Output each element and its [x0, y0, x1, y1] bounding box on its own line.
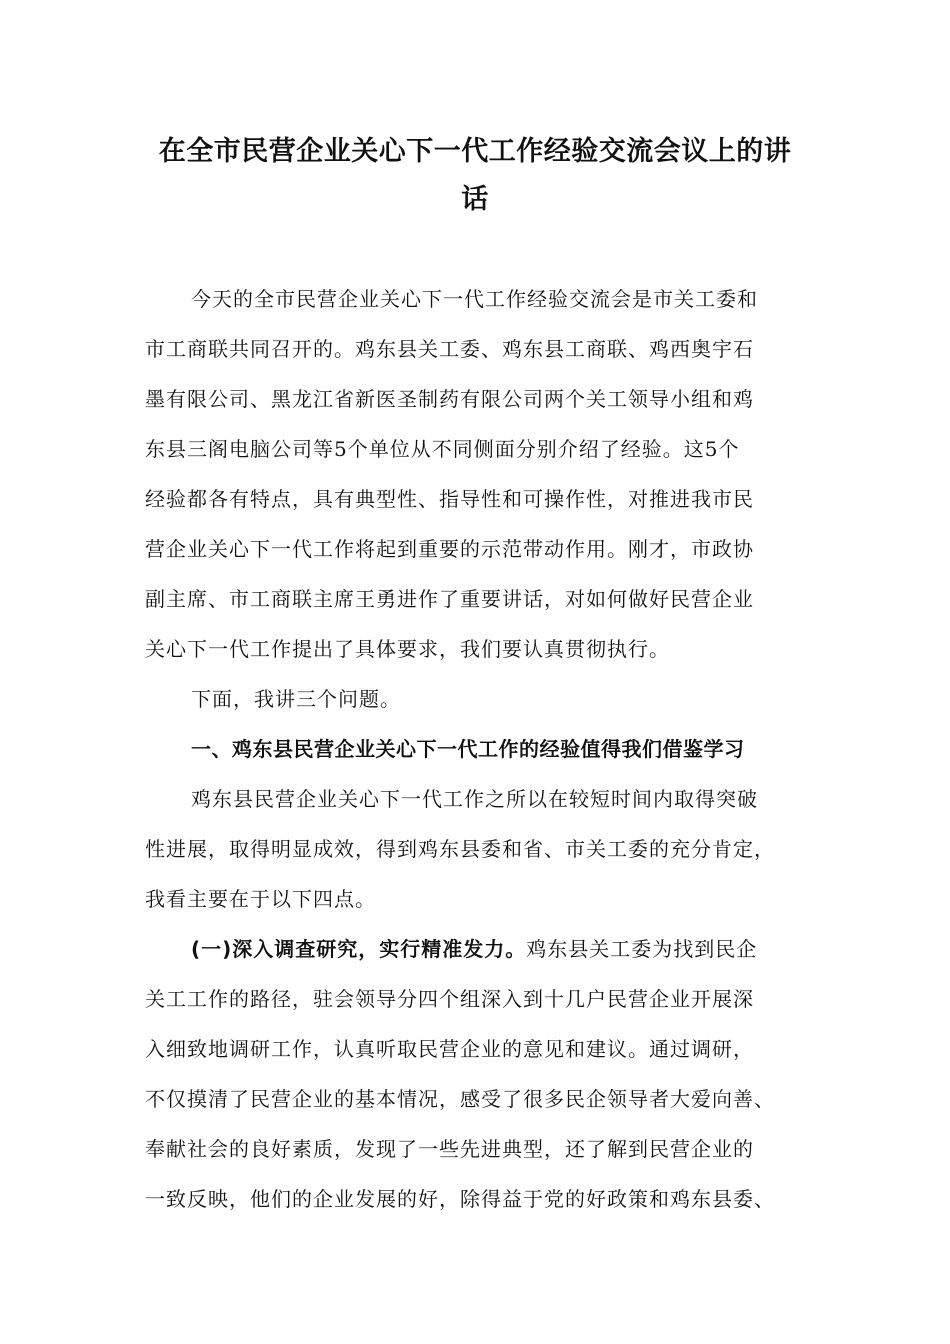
document-title-line-2: 话: [461, 184, 489, 215]
paragraph-line: 今天的全市民营企业关心下一代工作经验交流会是市关工委和: [191, 287, 758, 311]
paragraph-line: [191, 934, 831, 964]
paragraph-line: 关工工作的路径，驻会领导分四个组深入到十几户民营企业开展深: [145, 987, 754, 1011]
paragraph-line: 关心下一代工作提出了具体要求，我们要认真贯彻执行。: [145, 637, 670, 661]
subsection-lead: (一)深入调查研究，实行精准发力。: [191, 937, 527, 961]
paragraph-line: 鸡东县民营企业关心下一代工作之所以在较短时间内取得突破: [191, 787, 758, 811]
paragraph-line: 入细致地调研工作，认真听取民营企业的意见和建议。通过调研，: [145, 1037, 754, 1061]
paragraph-line: 墨有限公司、黑龙江省新医圣制药有限公司两个关工领导小组和鸡: [145, 387, 754, 411]
paragraph-text: 鸡东县关工委为找到民企: [526, 937, 758, 961]
paragraph-line: 副主席、市工商联主席王勇进作了重要讲话，对如何做好民营企业: [145, 587, 754, 611]
paragraph-line: 奉献社会的良好素质，发现了一些先进典型，还了解到民营企业的: [145, 1137, 754, 1161]
paragraph-line: 不仅摸清了民营企业的基本情况，感受了很多民企领导者大爱向善、: [145, 1087, 775, 1111]
paragraph-line: 经验都各有特点，具有典型性、指导性和可操作性，对推进我市民: [145, 487, 754, 511]
paragraph-line: 东县三阁电脑公司等5个单位从不同侧面分别介绍了经验。这5个: [145, 437, 740, 461]
section-heading: 一、鸡东县民营企业关心下一代工作的经验值得我们借鉴学习: [191, 737, 745, 761]
paragraph-line: 下面，我讲三个问题。: [191, 687, 401, 711]
paragraph-line: 营企业关心下一代工作将起到重要的示范带动作用。刚才，市政协: [145, 537, 754, 561]
document-title-line-1: 在全市民营企业关心下一代工作经验交流会议上的讲: [158, 136, 792, 167]
paragraph-line: 性进展，取得明显成效，得到鸡东县委和省、市关工委的充分肯定，: [145, 837, 775, 861]
paragraph-line: 我看主要在于以下四点。: [145, 887, 376, 911]
paragraph-line: 一致反映，他们的企业发展的好，除得益于党的好政策和鸡东县委、: [145, 1187, 775, 1211]
paragraph-line: 市工商联共同召开的。鸡东县关工委、鸡东县工商联、鸡西奥宇石: [145, 337, 754, 361]
